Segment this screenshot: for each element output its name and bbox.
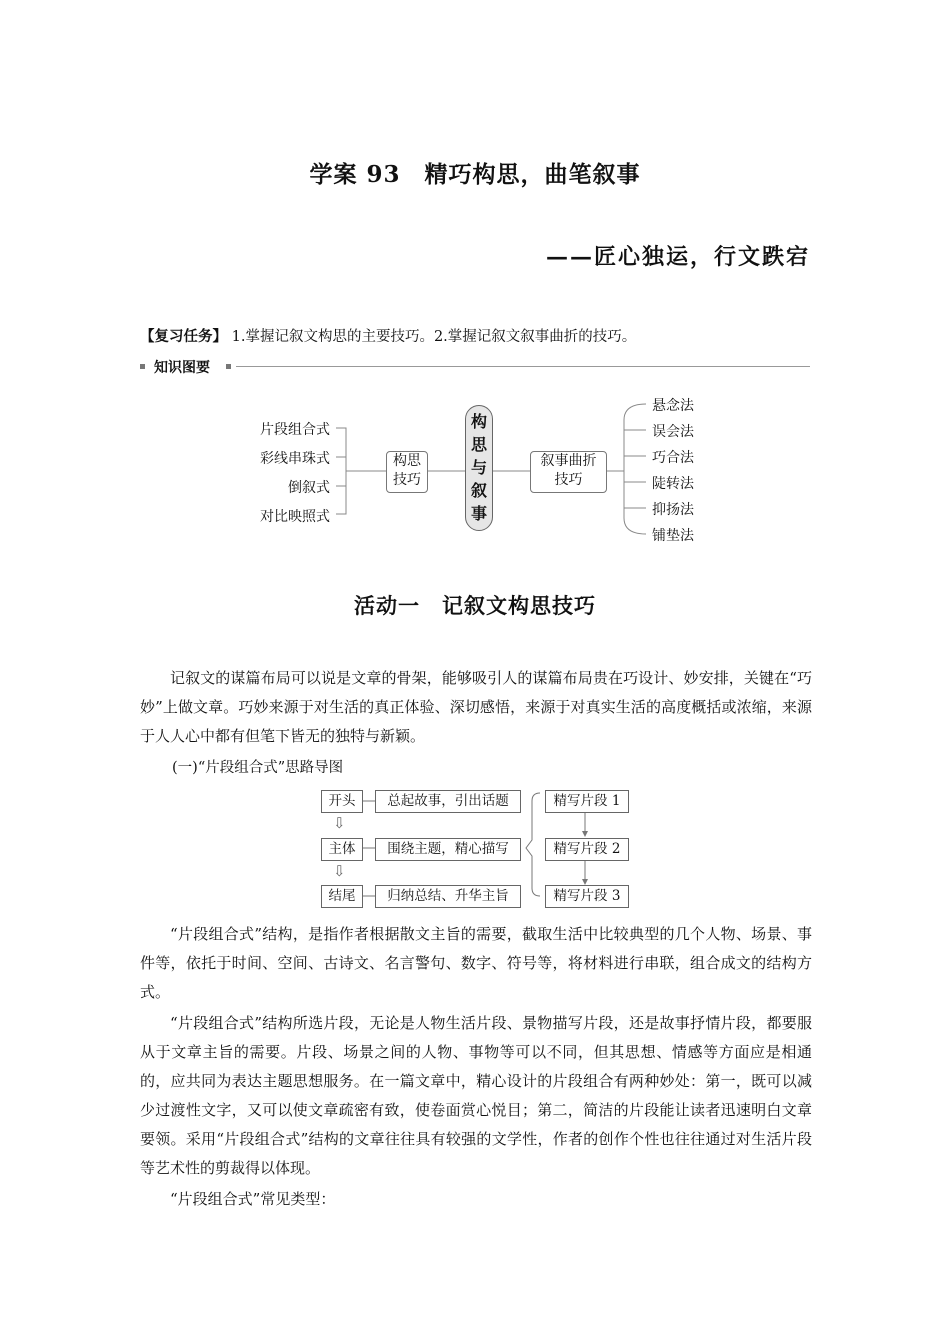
center-char-5: 事: [470, 504, 487, 523]
flow-segment-3: 精写片段 3: [545, 885, 629, 908]
page-subtitle: ——匠心独运，行文跌宕: [545, 244, 810, 270]
right-item-4: 陡转法: [652, 476, 694, 492]
right-item-5: 抑扬法: [652, 502, 694, 518]
down-arrow-icon: ⇩: [333, 814, 346, 832]
right-category-line-2: 技巧: [554, 472, 583, 488]
flow-desc-end: 归纳总结、升华主旨: [375, 885, 521, 908]
flow-stage-body: 主体: [321, 838, 363, 861]
right-item-1: 悬念法: [652, 398, 694, 414]
knowledge-map-heading-label: 知识图要: [154, 360, 210, 376]
page-title: 学案 93 精巧构思，曲笔叙事: [309, 161, 641, 188]
flow-stage-start: 开头: [321, 790, 363, 813]
intro-paragraph-text: 记叙文的谋篇布局可以说是文章的骨架，能够吸引人的谋篇布局贵在巧设计、妙安排，关键在“巧妙”上做文章。巧妙来源于对生活的真正体验、深切感悟，来源于对真实生活的高度概括或浓缩，来源于人人心中都有但笔下皆无的独特与新颖。: [140, 669, 812, 745]
flow-desc-start: 总起故事，引出话题: [375, 790, 521, 813]
right-category-line-1: 叙事曲折: [540, 453, 597, 469]
body-paragraph-2: “片段组合式”结构所选片段，无论是人物生活片段、景物描写片段，还是故事抒情片段，都要服从于文章主旨的需要。片段、场景之间的人物、事物等可以不同，但其思想、情感等方面应是相通的，应共同为表达主题思想服务。在一篇文章中，精心设计的片段组合有两种妙处：第一，既可以减少过渡性文字，又可以使文章疏密有致，使卷面赏心悦目；第二，简洁的片段能让读者迅速明白文章要领。采用“片段组合式”结构的文章往往具有较强的文学性，作者的创作个性也往往通过对生活片段等艺术性的剪裁得以体现。: [140, 1014, 812, 1177]
center-char-2: 思: [470, 435, 487, 454]
left-item-1: 片段组合式: [260, 422, 330, 438]
body-paragraph-3: “片段组合式”常见类型：: [170, 1190, 336, 1208]
left-item-3: 倒叙式: [288, 480, 330, 496]
center-char-1: 构: [470, 412, 487, 431]
right-item-2: 误会法: [652, 424, 694, 440]
left-item-4: 对比映照式: [260, 509, 330, 525]
right-item-3: 巧合法: [652, 450, 694, 466]
body-paragraph-1: “片段组合式”结构，是指作者根据散文主旨的需要，截取生活中比较典型的几个人物、场景、事件等，依托于时间、空间、古诗文、名言警句、数字、符号等，将材料进行串联，组合成文的结构方式。: [140, 925, 812, 1001]
left-category-line-1: 构思: [393, 453, 421, 469]
flow-segment-1: 精写片段 1: [545, 790, 629, 813]
left-item-2: 彩线串珠式: [260, 451, 330, 467]
center-char-4: 叙: [470, 481, 487, 500]
flow-desc-body: 围绕主题，精心描写: [375, 838, 521, 861]
subsection-heading: (一)“片段组合式”思路导图: [172, 760, 344, 776]
right-item-6: 铺垫法: [652, 528, 694, 544]
body-text: [140, 920, 812, 1214]
review-task-text: 1.掌握记叙文构思的主要技巧。2.掌握记叙文叙事曲折的技巧。: [231, 329, 637, 345]
center-char-3: 与: [470, 458, 487, 477]
down-arrow-icon: ⇩: [333, 862, 346, 880]
left-category-line-2: 技巧: [393, 472, 421, 488]
flow-segment-2: 精写片段 2: [545, 838, 629, 861]
activity-title: 活动一 记叙文构思技巧: [354, 593, 596, 618]
flow-stage-end: 结尾: [321, 885, 363, 908]
review-task-label: 【复习任务】: [140, 329, 227, 345]
